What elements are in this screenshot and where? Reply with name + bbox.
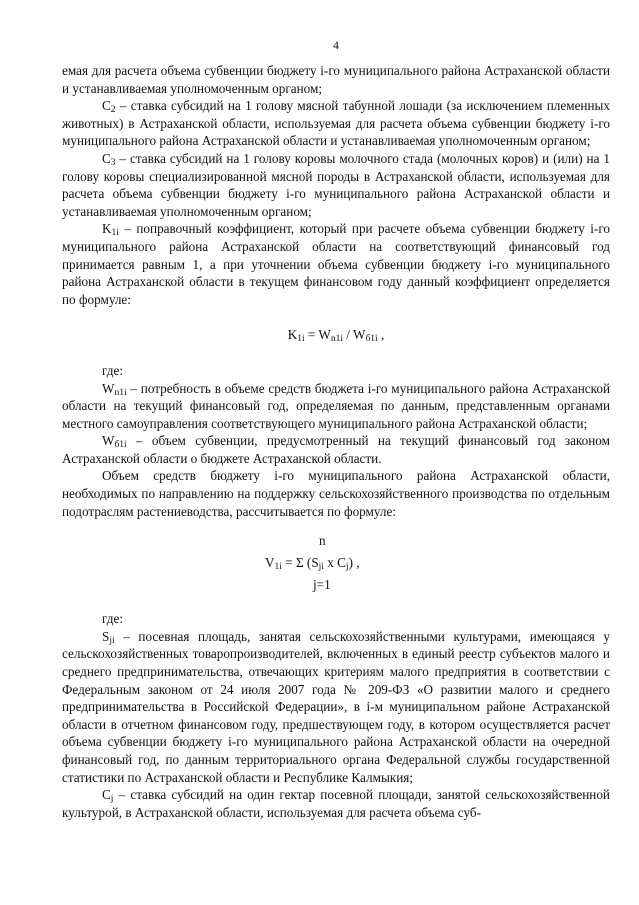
page-number: 4 [333,40,339,52]
paragraph-wb1i [62,432,610,467]
definition: – поправочный коэффициент, который при расчете объема субвенции бюджету i-го муниципального района Астраханской области на соответствующий финансовый год принимается равным 1, а при уточнении объема субвенции бюджету i-го муниципального района Астраханской области в текущем финансовом году данный коэффициент определяется по формуле: [62,221,610,307]
subscript: 1i [111,228,119,239]
subscript: ji [109,635,115,646]
subscript: 2 [110,105,116,116]
paragraph-cj [62,786,610,821]
subscript: n1i [114,387,127,398]
definition: – посевная площадь, занятая сельскохозяйственными культурами, имеющаяся у сельскохозяйственных товаропроизводителей, включенных в единый реестр субъектов малого и среднего предпринимательства, отвечающих критериям малого предприятия в соответствии с Федеральным законом от 24 июля 2007 года № 209-ФЗ «О развитии малого и среднего предпринимательства в Российской Федерации», в i-м муниципальном районе Астраханской области в отчетном финансовом году, предшествующем году, в котором осуществляется расчет объема субвенции бюджету i-го муниципального района Астраханской области на очередной финансовый год, по данным территориального органа Федеральной службы государственной статистики по Астраханской области и Республике Калмыкия; [62,628,610,785]
symbol: C [102,150,111,166]
symbol: C [102,787,111,803]
paragraph-k1i [62,220,610,308]
paragraph-sji [62,628,610,786]
where-label: где: [102,611,123,627]
definition: – потребность в объеме средств бюджета i-го муниципального района Астраханской области на текущий финансовый год, определяемая по данным, представленным органами местного самоуправления соответствующего муниципального района Астраханской области; [62,380,610,431]
formula-k1i: $K_{1i} = W_{n1i} / W_{б1i}$ , [287,327,385,345]
formula-main: $V_{1i} = \Sigma$ ($S_{ji}$ x $C_j$) , [265,555,360,573]
definition: – ставка субсидий на 1 голову мясной табунной лошади (за исключением племенных животных) в Астраханской области, используемая для расчета объема субвенции бюджету i-го муниципального района Астраханской области и устанавливаемая уполномоченным органом; [62,98,610,149]
symbol: W [102,380,115,396]
sum-lower-limit: j=1 [313,577,331,593]
where-label: где: [102,362,123,378]
paragraph-continuation: емая для расчета объема субвенции бюджету i-го муниципального района Астраханской области и устанавливаемая уполномоченным органом; [62,63,610,96]
formula-v1i [62,532,610,598]
paragraph-wn1i [62,380,610,433]
document-body [62,62,610,821]
sum-upper-limit: n [319,533,326,549]
subscript: б1i [114,440,127,451]
symbol: S [102,628,110,644]
subscript: 3 [110,157,116,168]
paragraph-volume: Объем средств бюджету i-го муниципального района Астраханской области, необходимых по направлению на поддержку сельскохозяйственного производства по отдельным подотраслям растениеводства, рассчитывается по формуле: [62,468,610,519]
definition: – ставка субсидий на 1 голову коровы молочного стада (молочных коров) и (или) на 1 голову коровы специализированной мясной породы в Астраханской области, используемая для расчета объема субвенции бюджету i-го муниципального района Астраханской области и устанавливаемая уполномоченным органом; [62,150,610,219]
symbol: C [102,98,111,114]
definition: – объем субвенции, предусмотренный на текущий финансовый год законом Астраханской области о бюджете Астраханской области. [62,433,610,466]
paragraph-c3 [62,150,610,220]
definition: – ставка субсидий на один гектар посевной площади, занятой сельскохозяйственной культурой, в Астраханской области, используемая для расчета объема суб- [62,787,610,820]
symbol: K [102,221,112,237]
symbol: W [102,433,115,449]
paragraph-c2 [62,97,610,150]
subscript: j [110,794,114,805]
